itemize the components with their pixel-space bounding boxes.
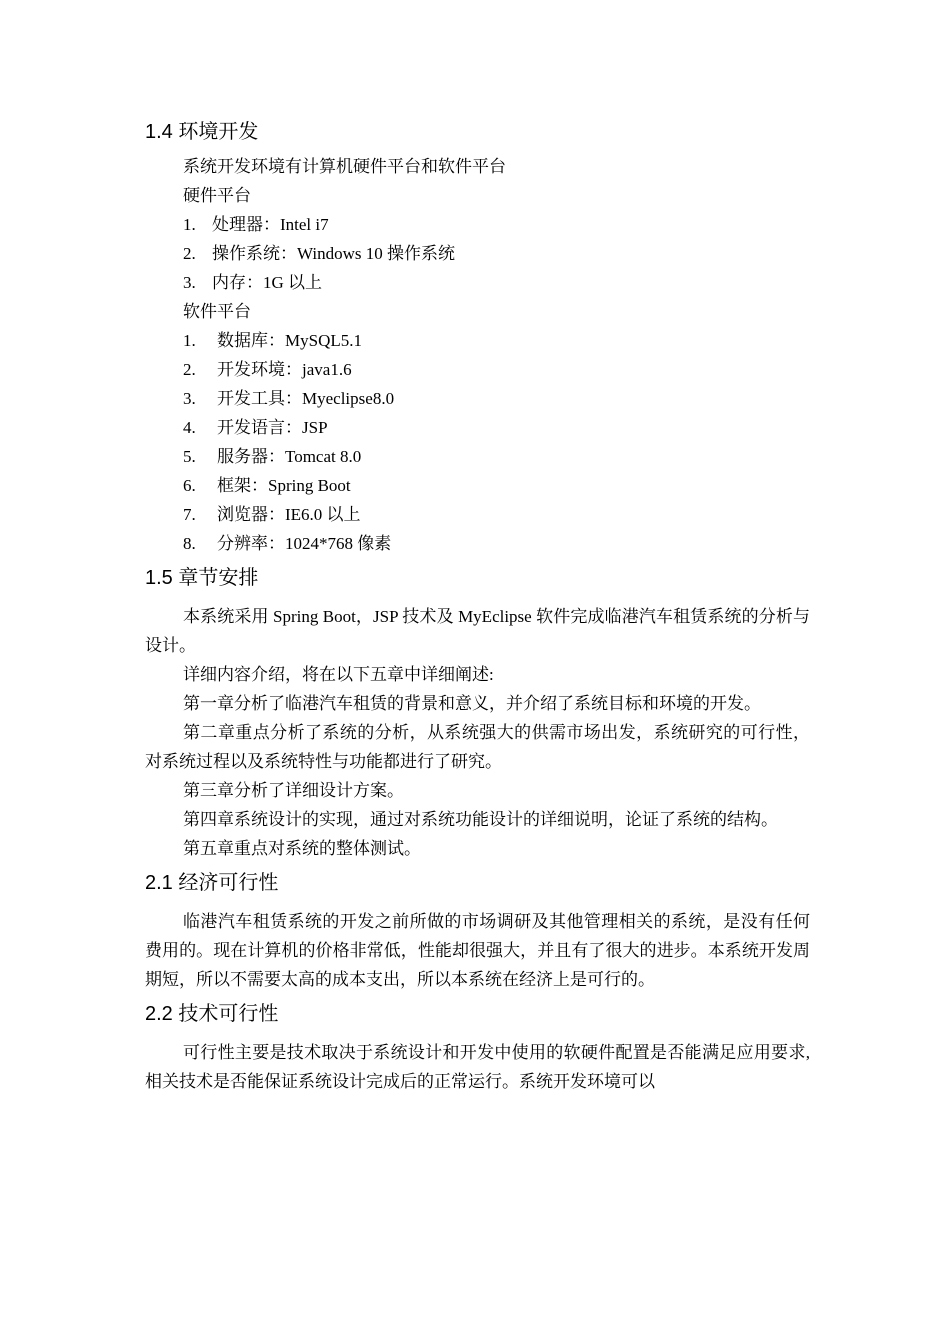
list-text: 处理器：Intel i7 — [212, 215, 329, 234]
list-text: 操作系统：Windows 10 操作系统 — [212, 244, 455, 263]
list-number: 1. — [183, 215, 196, 234]
chapter-paragraph: 第四章系统设计的实现，通过对系统功能设计的详细说明，论证了系统的结构。 — [183, 810, 778, 829]
list-text: 内存：1G 以上 — [212, 273, 323, 292]
hardware-label: 硬件平台 — [183, 186, 251, 205]
chapter-paragraph: 详细内容介绍，将在以下五章中详细阐述: — [183, 665, 494, 684]
section-heading-2-2: 2.2 技术可行性 — [145, 1003, 279, 1025]
list-number: 1. — [183, 331, 196, 350]
chapter-paragraph: 第一章分析了临港汽车租赁的背景和意义，并介绍了系统目标和环境的开发。 — [183, 694, 761, 713]
software-item — [145, 326, 810, 355]
list-number: 3. — [183, 389, 196, 408]
list-number: 2. — [183, 360, 196, 379]
software-item — [145, 500, 810, 529]
list-text: 开发语言：JSP — [217, 418, 328, 437]
list-number: 5. — [183, 447, 196, 466]
list-number: 8. — [183, 534, 196, 553]
software-item — [145, 355, 810, 384]
software-item — [145, 384, 810, 413]
list-text: 开发环境：java1.6 — [217, 360, 352, 379]
chapter-paragraph: 第二章重点分析了系统的分析，从系统强大的供需市场出发，系统研究的可行性，对系统过程以及系统特性与功能都进行了研究。 — [145, 723, 810, 771]
list-number: 3. — [183, 273, 196, 292]
list-text: 开发工具：Myeclipse8.0 — [217, 389, 395, 408]
software-item — [145, 471, 810, 500]
hardware-item — [145, 239, 810, 268]
list-text: 分辨率：1024*768 像素 — [217, 534, 392, 553]
section-heading-2-1: 2.1 经济可行性 — [145, 872, 279, 894]
chapter-paragraph: 本系统采用 Spring Boot，JSP 技术及 MyEclipse 软件完成临港汽车租赁系统的分析与设计。 — [145, 607, 810, 655]
list-number: 6. — [183, 476, 196, 495]
list-text: 框架：Spring Boot — [217, 476, 351, 495]
software-item — [145, 413, 810, 442]
document-content — [145, 112, 810, 1096]
list-text: 数据库：MySQL5.1 — [217, 331, 362, 350]
list-text: 浏览器：IE6.0 以上 — [217, 505, 361, 524]
economic-feasibility-paragraph: 临港汽车租赁系统的开发之前所做的市场调研及其他管理相关的系统，是没有任何费用的。现在计算机的价格非常低，性能却很强大，并且有了很大的进步。本系统开发周期短，所以不需要太高的成本支出，所以本系统在经济上是可行的。 — [145, 912, 810, 989]
section-heading-1-4: 1.4 环境开发 — [145, 121, 259, 143]
software-label: 软件平台 — [183, 302, 251, 321]
list-number: 2. — [183, 244, 196, 263]
software-item — [145, 529, 810, 558]
list-number: 7. — [183, 505, 196, 524]
list-number: 4. — [183, 418, 196, 437]
hardware-item — [145, 268, 810, 297]
list-text: 服务器：Tomcat 8.0 — [217, 447, 362, 466]
hardware-item — [145, 210, 810, 239]
chapter-paragraph: 第五章重点对系统的整体测试。 — [183, 839, 421, 858]
chapter-paragraph: 第三章分析了详细设计方案。 — [183, 781, 404, 800]
software-item — [145, 442, 810, 471]
technical-feasibility-paragraph: 可行性主要是技术取决于系统设计和开发中使用的软硬件配置是否能满足应用要求,相关技术是否能保证系统设计完成后的正常运行。系统开发环境可以 — [145, 1043, 810, 1091]
env-intro: 系统开发环境有计算机硬件平台和软件平台 — [183, 157, 506, 176]
section-heading-1-5: 1.5 章节安排 — [145, 567, 259, 589]
